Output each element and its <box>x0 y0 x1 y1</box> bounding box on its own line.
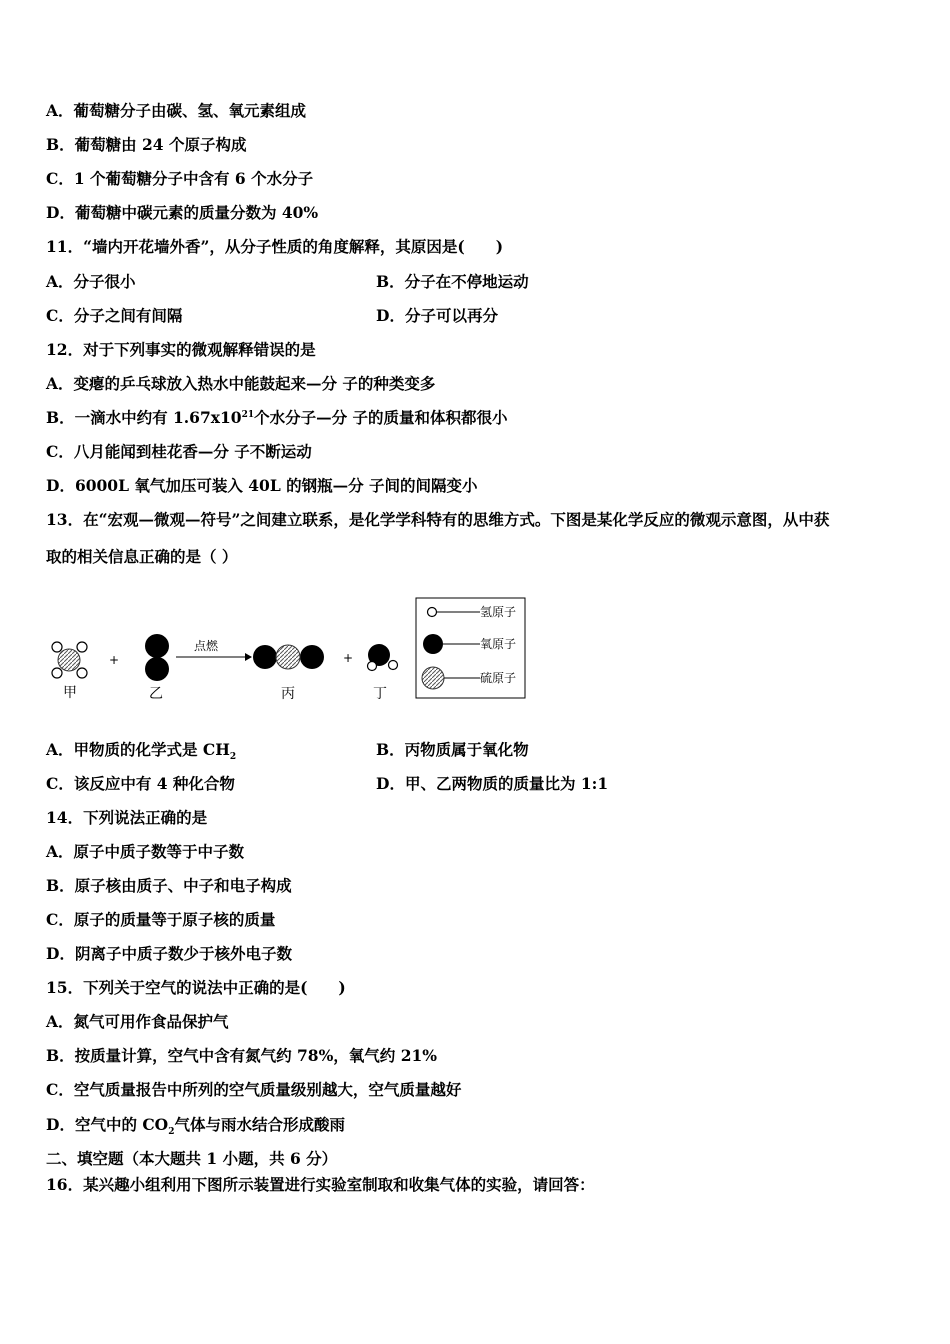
label-ding: 丁 <box>373 686 387 702</box>
q10-option-c: C．1 个葡萄糖分子中含有 6 个水分子 <box>46 169 314 188</box>
q11-option-a: A．分子很小 <box>46 272 136 291</box>
legend-sulfur-swatch <box>422 667 444 689</box>
q12-option-d: D．6000L 氧气加压可装入 40L 的钢瓶—分 子间的间隔变小 <box>46 476 478 495</box>
label-bing: 丙 <box>281 686 295 702</box>
plus-sign-1: + <box>109 653 120 667</box>
legend-oxygen-label: 氧原子 <box>480 637 517 651</box>
q11-option-c: C．分子之间有间隔 <box>46 306 183 325</box>
arrow-label-ignite: 点燃 <box>194 639 219 653</box>
q12-option-c: C．八月能闻到桂花香—分 子不断运动 <box>46 442 312 461</box>
legend-hydrogen-label: 氢原子 <box>480 605 517 619</box>
legend-hydrogen-swatch <box>428 608 437 617</box>
q14-option-b: B．原子核由质子、中子和电子构成 <box>46 876 292 895</box>
q13-option-c: C．该反应中有 4 种化合物 <box>46 774 235 793</box>
label-jia: 甲 <box>63 685 77 701</box>
q12-option-b: B．一滴水中约有 $1.67x10^{21}$个水分子—分 子的质量和体积都很小 <box>46 408 508 427</box>
molecule-bing <box>253 645 324 669</box>
q13-option-d: D．甲、乙两物质的质量比为 1:1 <box>376 774 609 793</box>
q10-option-b: B．葡萄糖由 24 个原子构成 <box>46 135 247 154</box>
q15-option-b: B．按质量计算，空气中含有氮气约 78%，氧气约 21% <box>46 1046 437 1065</box>
q15-option-a: A．氮气可用作食品保护气 <box>46 1012 229 1031</box>
q15-option-c: C．空气质量报告中所列的空气质量级别越大，空气质量越好 <box>46 1080 462 1099</box>
q15-stem: 15．下列关于空气的说法中正确的是( ) <box>46 978 346 997</box>
q14-option-c: C．原子的质量等于原子核的质量 <box>46 910 276 929</box>
molecule-ding <box>368 644 398 671</box>
q13-stem-line1: 13．在“宏观—微观—符号”之间建立联系，是化学学科特有的思维方式。下图是某化学反应的微观示意图，从中获 <box>46 510 830 529</box>
label-yi: 乙 <box>149 686 163 702</box>
q13-stem-line2: 取的相关信息正确的是（ ） <box>46 547 238 566</box>
q15-option-d: D．空气中的 $CO_2$气体与雨水结合形成酸雨 <box>46 1115 345 1138</box>
section-2-heading: 二、填空题（本大题共 1 小题，共 6 分） <box>46 1149 338 1168</box>
q11-option-d: D．分子可以再分 <box>376 306 498 325</box>
molecule-jia <box>52 642 87 678</box>
q13-option-b: B．丙物质属于氧化物 <box>376 740 529 759</box>
q14-stem: 14．下列说法正确的是 <box>46 808 208 827</box>
q16-stem: 16．某兴趣小组利用下图所示装置进行实验室制取和收集气体的实验，请回答： <box>46 1175 595 1194</box>
q11-stem: 11．“墙内开花墙外香”，从分子性质的角度解释，其原因是( ) <box>46 237 504 256</box>
legend-sulfur-label: 硫原子 <box>480 671 517 685</box>
q10-option-a: A．葡萄糖分子由碳、氢、氧元素组成 <box>46 101 307 120</box>
plus-sign-2: + <box>343 651 354 665</box>
q11-option-b: B．分子在不停地运动 <box>376 272 529 291</box>
q14-option-d: D．阴离子中质子数少于核外电子数 <box>46 944 292 963</box>
q12-stem: 12．对于下列事实的微观解释错误的是 <box>46 340 316 359</box>
q14-option-a: A．原子中质子数等于中子数 <box>46 842 245 861</box>
reaction-diagram <box>40 594 540 709</box>
q10-option-d: D．葡萄糖中碳元素的质量分数为 40% <box>46 203 319 222</box>
legend-oxygen-swatch <box>423 634 443 654</box>
molecule-yi <box>145 634 169 681</box>
q13-option-a: A．甲物质的化学式是 $CH_2$ <box>46 740 237 763</box>
reaction-arrow <box>176 653 252 661</box>
q12-option-a: A．变瘪的乒乓球放入热水中能鼓起来—分 子的种类变多 <box>46 374 436 393</box>
